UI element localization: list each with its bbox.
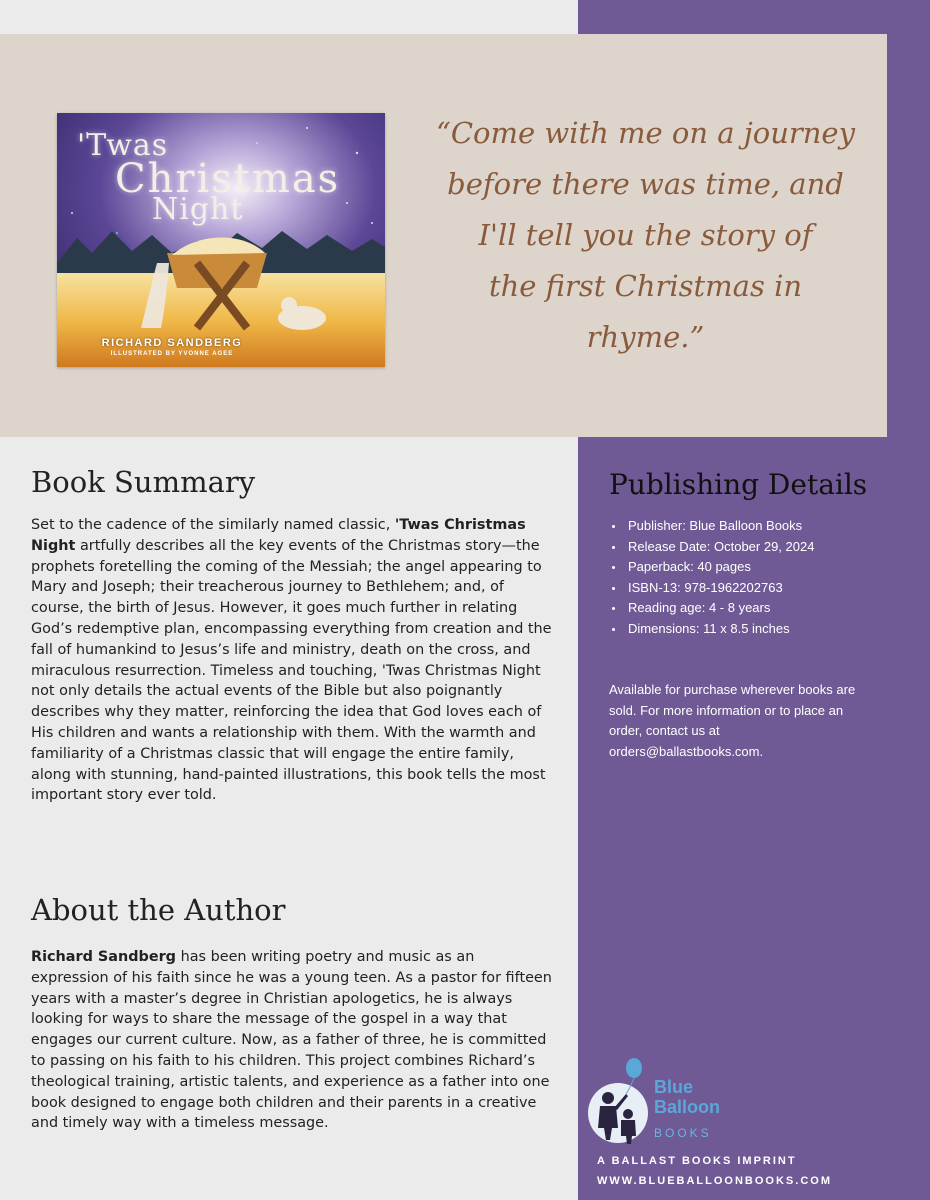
about-author-heading: About the Author bbox=[31, 893, 286, 927]
summary-book-title: 'Twas Christmas Night bbox=[31, 517, 526, 554]
quote-line: before there was time, and bbox=[447, 167, 844, 201]
summary-body: artfully describes all the key events of the Christmas story—the prophets foretelling the coming of the Messiah; the angel appearing to Mary and Joseph; their treacherous journey to Bethlehem; and, of course, the birth of Jesus. However, it goes much further in relating God’s redemptive plan, encompassing everything from creation and the fall of humankind to Jesus’s life and ministry, death on the cross, and miraculous resurrection. Timeless and touching, 'Twas Christmas Night not only details the actual events of the Bible but also poignantly describes why they matter, reinforcing the idea that God loves each of His children and wants a relationship with them. With the warmth and familiarity of a Christmas classic that will engage the entire family, along with stunning, hand-painted illustrations, this book tells the most important story ever told. bbox=[31, 537, 552, 804]
logo-word-books: BOOKS bbox=[654, 1126, 712, 1140]
cover-illustrator: ILLUSTRATED BY YVONNE AGEE bbox=[110, 351, 234, 357]
cover-title-line1: 'Twas bbox=[77, 128, 169, 163]
author-bio: has been writing poetry and music as an expression of his faith since he was a young teen. As a pastor for fifteen years with a master’s degree in Christian apologetics, he is always looking for ways to share the message of the gospel in a way that engages our current culture. Now, as a father of three, he is committed to passing on his faith to his children. This project combines Richard’s theological training, artistic talents, and experience as a father into one book designed to engage both children and their parents in a creative and timely way with a timeless message. bbox=[31, 949, 552, 1132]
publishing-detail-item: ISBN-13: 978-1962202763 bbox=[609, 578, 814, 599]
quote-line: “Come with me on a journey bbox=[436, 116, 855, 150]
book-quote bbox=[418, 108, 873, 363]
cover-title bbox=[77, 128, 341, 227]
cover-title-line3: Night bbox=[152, 192, 244, 227]
imprint-text: A BALLAST BOOKS IMPRINT bbox=[597, 1155, 797, 1167]
quote-line: rhyme.” bbox=[586, 320, 705, 354]
publishing-detail-item: Release Date: October 29, 2024 bbox=[609, 537, 814, 558]
cover-title-line2: Christmas bbox=[115, 156, 341, 202]
cover-author: RICHARD SANDBERG bbox=[101, 337, 243, 349]
availability-text: Available for purchase wherever books are sold. For more information or to place an order, contact us at orders@ballastbooks.com. bbox=[609, 682, 856, 759]
quote-line: the first Christmas in bbox=[488, 269, 803, 303]
publishing-detail-item: Publisher: Blue Balloon Books bbox=[609, 516, 814, 537]
about-author-text bbox=[31, 947, 556, 1134]
publishing-details-heading: Publishing Details bbox=[609, 468, 868, 501]
publishing-detail-item: Reading age: 4 - 8 years bbox=[609, 598, 814, 619]
book-cover-image bbox=[57, 113, 385, 367]
book-summary-heading: Book Summary bbox=[31, 465, 256, 499]
quote-line: I'll tell you the story of bbox=[478, 218, 813, 252]
author-name: Richard Sandberg bbox=[31, 949, 176, 965]
blue-balloon-logo bbox=[588, 1058, 808, 1148]
publishing-detail-item: Paperback: 40 pages bbox=[609, 557, 814, 578]
balloon-children-icon bbox=[588, 1058, 652, 1148]
summary-intro: Set to the cadence of the similarly named classic, bbox=[31, 517, 395, 533]
publishing-detail-item: Dimensions: 11 x 8.5 inches bbox=[609, 619, 814, 640]
book-summary-text bbox=[31, 515, 556, 806]
publishing-details-list bbox=[609, 516, 814, 639]
logo-word-blue: Blue bbox=[654, 1077, 694, 1097]
logo-word-balloon: Balloon bbox=[654, 1097, 720, 1117]
website-link[interactable]: WWW.BLUEBALLOONBOOKS.COM bbox=[597, 1175, 832, 1187]
